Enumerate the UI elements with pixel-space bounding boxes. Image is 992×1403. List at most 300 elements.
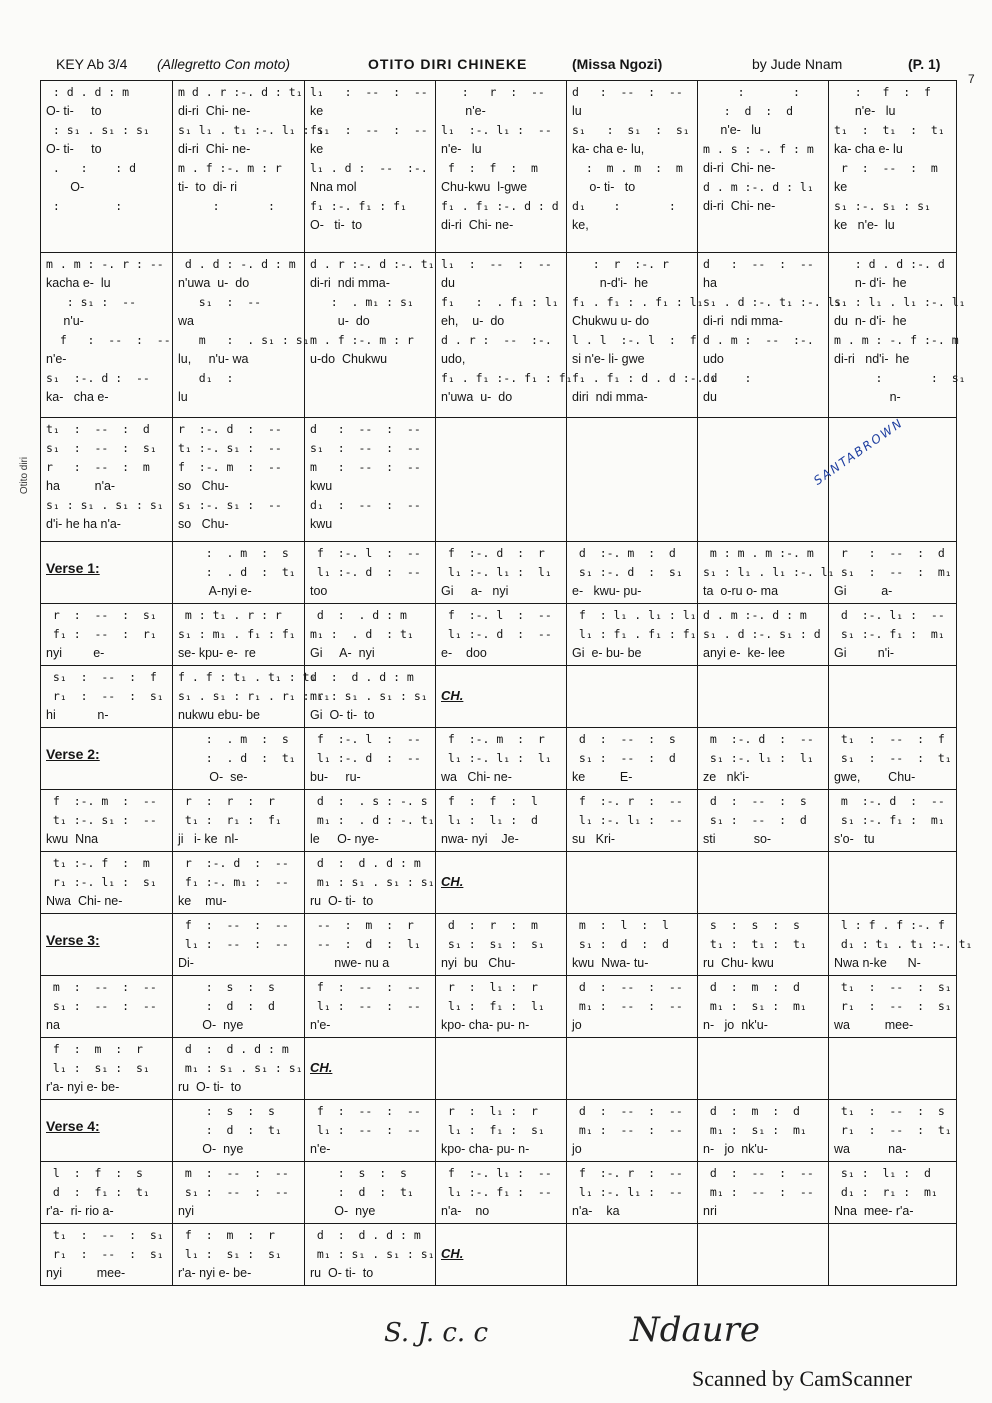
solfa-line: d₁ : — [703, 371, 752, 385]
verse-label: Verse 3: — [46, 932, 100, 948]
solfa-line: s₁ : -- : -- — [310, 441, 421, 455]
solfa-line: d : -- : -- — [572, 980, 683, 994]
solfa-line: l₁ . d : -- :-. — [310, 161, 428, 175]
lyric-line: wa na- — [834, 1142, 907, 1156]
lyric-line: su Kri- — [572, 832, 616, 846]
score-cell — [436, 1224, 567, 1286]
solfa-line: l₁ :-. l₁ : -- — [441, 123, 552, 137]
solfa-line: d : -- : -- — [310, 422, 421, 436]
margin-number: 7 — [968, 72, 975, 86]
lyric-line: O- se- — [178, 770, 248, 784]
lyric-line: Gi A- nyi — [310, 646, 375, 660]
lyric-line: diri ndi mma- — [572, 390, 648, 404]
score-cell — [829, 1100, 957, 1162]
solfa-line: m₁ : s₁ . s₁ : s₁ — [310, 1247, 435, 1261]
solfa-score-table — [40, 80, 973, 1286]
solfa-line: l₁ :-. d : -- — [441, 627, 552, 641]
score-cell — [41, 852, 173, 914]
solfa-line: m . m : -. r : -- — [46, 257, 164, 271]
solfa-line: : : — [178, 199, 275, 213]
solfa-line: d :-. l₁ : -- — [834, 608, 945, 622]
lyric-line: n'uwa u- do — [178, 276, 250, 290]
score-cell — [436, 542, 567, 604]
lyric-line: n-d'i- he — [572, 276, 649, 290]
solfa-line: l₁ : -- : -- — [310, 85, 428, 99]
camscanner-watermark: Scanned by CamScanner — [692, 1366, 912, 1391]
lyric-line: kpo- cha- pu- n- — [441, 1142, 530, 1156]
score-cell — [305, 542, 436, 604]
solfa-line: t₁ : r₁ : f₁ — [178, 813, 282, 827]
solfa-line: m : t₁ . r : r — [178, 608, 282, 622]
solfa-line: s₁ l₁ . t₁ :-. l₁ : s₁ — [178, 123, 331, 137]
lyric-line: nwe- nu a — [310, 956, 390, 970]
score-cell — [698, 728, 829, 790]
solfa-line: r : -- : m — [834, 161, 938, 175]
lyric-line: di-ri nd'i- he — [834, 352, 910, 366]
solfa-line: l₁ : f₁ : l₁ — [441, 999, 545, 1013]
solfa-line: f :-. l : -- — [310, 732, 421, 746]
lyric-line: kwu Nwa- tu- — [572, 956, 649, 970]
solfa-line: s₁ :-. s₁ : s₁ — [834, 199, 931, 213]
score-cell — [436, 1162, 567, 1224]
solfa-line: l₁ : s₁ : s₁ — [46, 1061, 150, 1075]
solfa-line: t₁ : t₁ : t₁ — [834, 123, 945, 137]
score-cell — [829, 976, 957, 1038]
solfa-line: s₁ : -- : d — [572, 751, 676, 765]
lyric-line: nyi bu Chu- — [441, 956, 516, 970]
lyric-line: O- — [46, 180, 85, 194]
solfa-line: m₁ : s₁ : m₁ — [703, 999, 807, 1013]
solfa-line: d₁ : — [178, 371, 234, 385]
score-cell — [698, 852, 829, 914]
solfa-line: m . f :-. m : r — [310, 333, 414, 347]
solfa-line: d : d . d : m — [310, 1228, 421, 1242]
lyric-line: so Chu- — [178, 517, 229, 531]
solfa-line: s₁ : s₁ . s₁ : s₁ — [46, 498, 164, 512]
score-cell — [698, 1038, 829, 1100]
solfa-line: m₁ : . d : -. t₁ — [310, 813, 435, 827]
lyric-line: n- jo nk'u- — [703, 1142, 768, 1156]
solfa-line: r : -- : d — [834, 546, 945, 560]
signature-right: Ndaure — [630, 1310, 761, 1350]
lyric-line: anyi e- ke- lee — [703, 646, 785, 660]
solfa-line: s₁ : -- : s₁ — [46, 441, 157, 455]
score-cell — [305, 728, 436, 790]
solfa-line: f :-. m : r — [441, 732, 545, 746]
score-cell — [436, 790, 567, 852]
lyric-line: n'e- lu — [834, 104, 896, 118]
solfa-line: f : f : l — [441, 794, 538, 808]
score-cell — [567, 1162, 698, 1224]
chorus-marker: CH. — [441, 1246, 464, 1261]
score-cell — [41, 914, 173, 976]
solfa-line: l₁ :-. l₁ : l₁ — [441, 751, 552, 765]
lyric-line: ze nk'i- — [703, 770, 750, 784]
lyric-line: wa Chi- ne- — [441, 770, 512, 784]
solfa-line: : f : f — [834, 85, 931, 99]
lyric-line: kwu Nna — [46, 832, 99, 846]
lyric-line: too — [310, 584, 328, 598]
lyric-line: s'o- tu — [834, 832, 875, 846]
solfa-line: s₁ :-. f₁ : m₁ — [834, 627, 945, 641]
solfa-line: s₁ :-. f₁ : m₁ — [834, 813, 945, 827]
solfa-line: f : -- : -- — [310, 1104, 421, 1118]
solfa-line: r : l₁ : r — [441, 1104, 538, 1118]
score-cell — [41, 976, 173, 1038]
score-cell — [41, 1224, 173, 1286]
solfa-line: s₁ :-. l₁ : l₁ — [703, 751, 814, 765]
score-cell — [305, 81, 436, 253]
score-cell — [436, 81, 567, 253]
score-cell — [567, 852, 698, 914]
solfa-line: d₁ : t₁ . t₁ :-. t₁ — [834, 937, 973, 951]
solfa-line: r : -- : s₁ — [46, 608, 157, 622]
signature-left: S. J. c. c — [384, 1318, 488, 1348]
lyric-line: di-ri ndi mma- — [310, 276, 390, 290]
score-cell — [173, 914, 305, 976]
lyric-line: kacha e- lu — [46, 276, 111, 290]
solfa-line: l : f : s — [46, 1166, 143, 1180]
lyric-line: n'e- lu — [703, 123, 761, 137]
score-cell — [41, 418, 173, 542]
solfa-line: t₁ :-. s₁ : -- — [178, 441, 282, 455]
score-cell — [829, 852, 957, 914]
solfa-line: s₁ . d :-. t₁ :-. l₁ — [703, 295, 842, 309]
song-title: OTITO DIRI CHINEKE — [368, 56, 528, 72]
solfa-line: f : l₁ . l₁ : l₁ — [572, 608, 697, 622]
solfa-line: s₁ : l₁ . l₁ :-. l₁ — [703, 565, 835, 579]
solfa-line: : d : t₁ — [178, 1123, 282, 1137]
lyric-line: lu, n'u- wa — [178, 352, 249, 366]
lyric-line: ti- to di- ri — [178, 180, 238, 194]
solfa-line: f . f : t₁ . t₁ : t₁ — [178, 670, 317, 684]
solfa-line: m . m : -. f :-. m — [834, 333, 959, 347]
lyric-line: ji i- ke nl- — [178, 832, 239, 846]
lyric-line: so Chu- — [178, 479, 229, 493]
solfa-line: s₁ : l₁ . l₁ :-. l₁ — [834, 295, 966, 309]
lyric-line: ka- cha e- lu — [834, 142, 903, 156]
solfa-line: : : — [703, 85, 800, 99]
lyric-line: n'a- ka — [572, 1204, 620, 1218]
score-cell — [305, 666, 436, 728]
solfa-line: f₁ :-. m₁ : -- — [178, 875, 289, 889]
lyric-line: si n'e- li- gwe — [572, 352, 645, 366]
score-cell — [698, 914, 829, 976]
score-cell — [436, 604, 567, 666]
score-cell — [41, 790, 173, 852]
solfa-line: f₁ : -- : -- — [310, 123, 428, 137]
score-row — [41, 666, 957, 728]
lyric-line: Gi a- — [834, 584, 893, 598]
solfa-line: d . m : -- :-. — [703, 333, 814, 347]
solfa-line: d : -- : s — [572, 732, 676, 746]
lyric-line: di-ri Chi- ne- — [178, 142, 251, 156]
solfa-line: m : m . m :-. m — [703, 546, 814, 560]
lyric-line: ta o-ru o- ma — [703, 584, 779, 598]
lyric-line: nyi — [178, 1204, 194, 1218]
lyric-line: du — [441, 276, 455, 290]
solfa-line: : d . d : m — [46, 85, 130, 99]
solfa-line: l₁ : -- : -- — [441, 257, 552, 271]
score-cell — [173, 1100, 305, 1162]
score-cell — [305, 418, 436, 542]
solfa-line: m d . r :-. d : t₁ — [178, 85, 303, 99]
lyric-line: ke n'e- lu — [834, 218, 895, 232]
score-row — [41, 1100, 957, 1162]
solfa-line: f :-. m : -- — [178, 460, 282, 474]
lyric-line: wa — [178, 314, 194, 328]
solfa-line: f : -- : -- — [310, 980, 421, 994]
score-row — [41, 914, 957, 976]
score-cell — [173, 1038, 305, 1100]
solfa-line: m₁ : s₁ . s₁ : s₁ — [178, 1061, 303, 1075]
score-cell — [567, 976, 698, 1038]
lyric-line: ke E- — [572, 770, 633, 784]
solfa-line: d : -- : s — [703, 794, 807, 808]
score-cell — [173, 542, 305, 604]
lyric-line: ke — [310, 104, 324, 118]
score-cell — [436, 728, 567, 790]
solfa-line: s₁ : -- : -- — [178, 1185, 289, 1199]
lyric-line: wa mee- — [834, 1018, 914, 1032]
score-row — [41, 1038, 957, 1100]
lyric-line: n'uwa u- do — [441, 390, 513, 404]
score-cell — [698, 418, 829, 542]
score-cell — [698, 790, 829, 852]
lyric-line: nukwu ebu- be — [178, 708, 261, 722]
score-cell — [436, 852, 567, 914]
lyric-line: nyi e- — [46, 646, 105, 660]
solfa-line: : . m₁ : s₁ — [310, 295, 414, 309]
lyric-line: kpo- cha- pu- n- — [441, 1018, 530, 1032]
solfa-line: f : -- : -- — [46, 333, 171, 347]
lyric-line: Gi e- bu- be — [572, 646, 642, 660]
solfa-line: r₁ :-. l₁ : s₁ — [46, 875, 157, 889]
solfa-line: : d . d :-. d — [834, 257, 945, 271]
lyric-line: Gi O- ti- to — [310, 708, 375, 722]
score-cell — [567, 790, 698, 852]
lyric-line: n- d'i- he — [834, 276, 907, 290]
solfa-line: l₁ :-. f₁ : -- — [441, 1185, 552, 1199]
solfa-line: l . l :-. l : f — [572, 333, 697, 347]
solfa-line: s₁ : d : d — [572, 937, 669, 951]
lyric-line: hi n- — [46, 708, 109, 722]
score-cell — [41, 728, 173, 790]
solfa-line: f :-. d : r — [441, 546, 545, 560]
solfa-line: : s₁ . s₁ : s₁ — [46, 123, 150, 137]
solfa-line: f :-. r : -- — [572, 1166, 683, 1180]
lyric-line: u- do — [310, 314, 370, 328]
solfa-line: : d : d — [178, 999, 275, 1013]
solfa-line: m : -- : -- — [46, 980, 157, 994]
solfa-line: f :-. l : -- — [310, 546, 421, 560]
lyric-line: n'e- — [310, 1018, 331, 1032]
solfa-line: l₁ : -- : -- — [310, 1123, 421, 1137]
score-cell — [829, 790, 957, 852]
score-cell — [567, 1038, 698, 1100]
score-cell — [436, 1100, 567, 1162]
solfa-line: m₁ : s₁ . s₁ : s₁ — [310, 875, 435, 889]
solfa-line: s₁ : s₁ : s₁ — [441, 937, 545, 951]
lyric-line: udo — [703, 352, 724, 366]
lyric-line: le O- nye- — [310, 832, 379, 846]
chorus-marker: CH. — [441, 688, 464, 703]
chorus-marker: CH. — [310, 1060, 333, 1075]
solfa-line: d₁ : -- : -- — [310, 498, 421, 512]
score-cell — [305, 976, 436, 1038]
score-row — [41, 1162, 957, 1224]
score-cell — [829, 604, 957, 666]
lyric-line: n'e- lu — [441, 142, 482, 156]
lyric-line: nwa- nyi Je- — [441, 832, 519, 846]
score-cell — [698, 1162, 829, 1224]
lyric-line: ka- cha e- — [46, 390, 109, 404]
solfa-line: d : -- : -- — [572, 1104, 683, 1118]
lyric-line: Nna mol — [310, 180, 357, 194]
score-cell — [698, 542, 835, 604]
lyric-line: lu — [572, 104, 582, 118]
score-cell — [305, 790, 436, 852]
solfa-line: t₁ : -- : d — [46, 422, 150, 436]
solfa-line: t₁ : -- : s₁ — [46, 1228, 164, 1242]
solfa-line: l₁ :-. l₁ : l₁ — [441, 565, 552, 579]
tempo-marking: (Allegretto Con moto) — [157, 56, 291, 72]
lyric-line: A-nyi e- — [178, 584, 252, 598]
lyric-line: nyi mee- — [46, 1266, 126, 1280]
solfa-line: d₁ : r₁ : m₁ — [834, 1185, 938, 1199]
lyric-line: eh, u- do — [441, 314, 505, 328]
solfa-line: l₁ :-. d : -- — [310, 565, 421, 579]
score-cell — [173, 1224, 305, 1286]
score-cell — [173, 728, 305, 790]
lyric-line: Di- — [178, 956, 194, 970]
score-cell — [436, 666, 567, 728]
solfa-line: f : -- : -- — [178, 918, 289, 932]
score-cell — [305, 1100, 436, 1162]
score-cell — [567, 728, 698, 790]
solfa-line: t₁ : t₁ : t₁ — [703, 937, 807, 951]
score-cell — [173, 666, 331, 728]
solfa-line: m₁ : -- : -- — [572, 1123, 683, 1137]
solfa-line: d . d : -. d : m — [178, 257, 296, 271]
solfa-line: d : d . d : m — [310, 856, 421, 870]
score-cell — [698, 253, 842, 418]
solfa-line: f₁ . f₁ : . f₁ : l₁ — [572, 295, 704, 309]
score-cell — [567, 666, 698, 728]
solfa-line: r :-. d : -- — [178, 856, 289, 870]
verse-label: Verse 2: — [46, 746, 100, 762]
lyric-line: d'i- he ha n'a- — [46, 517, 121, 531]
solfa-line: l₁ :-. l₁ : -- — [572, 1185, 683, 1199]
side-margin-note: Otito diri — [19, 456, 31, 495]
solfa-line: m . f :-. m : r — [178, 161, 282, 175]
score-cell — [41, 81, 173, 253]
solfa-line: d : . d : m — [310, 608, 407, 622]
score-row — [41, 81, 957, 253]
score-cell — [41, 542, 173, 604]
solfa-line: s₁ :-. s₁ : -- — [178, 498, 282, 512]
solfa-line: s₁ : m₁ . f₁ : f₁ — [178, 627, 296, 641]
score-cell — [305, 914, 436, 976]
solfa-line: : s : s — [310, 1166, 407, 1180]
lyric-line: ke — [310, 142, 324, 156]
score-cell — [41, 604, 173, 666]
score-cell — [698, 604, 829, 666]
lyric-line: n'e- — [46, 352, 67, 366]
score-cell — [698, 1224, 829, 1286]
lyric-line: ha — [703, 276, 717, 290]
lyric-line: Chukwu u- do — [572, 314, 650, 328]
solfa-line: : r :-. r — [572, 257, 669, 271]
score-cell — [41, 1038, 173, 1100]
solfa-line: m₁ : . d : t₁ — [310, 627, 414, 641]
solfa-line: s₁ : -- : f — [46, 670, 157, 684]
solfa-line: s₁ : -- : m₁ — [834, 565, 952, 579]
solfa-line: f :-. l₁ : -- — [441, 1166, 552, 1180]
solfa-line: f :-. r : -- — [572, 794, 683, 808]
score-cell — [173, 1162, 305, 1224]
solfa-line: m₁ : -- : -- — [572, 999, 683, 1013]
verse-label: Verse 1: — [46, 560, 100, 576]
solfa-line: d : r : m — [441, 918, 538, 932]
solfa-line: d . m :-. d : l₁ — [703, 180, 814, 194]
solfa-line: m :-. d : -- — [703, 732, 814, 746]
solfa-line: d₁ : : — [572, 199, 676, 213]
solfa-line: s₁ : -- : d — [703, 813, 807, 827]
solfa-line: m : -- : -- — [310, 460, 421, 474]
solfa-line: d . r :-. d :-. t₁ — [310, 257, 435, 271]
lyric-line: lu — [178, 390, 188, 404]
lyric-line: O- ti- to — [46, 142, 102, 156]
score-cell — [567, 604, 698, 666]
solfa-line: f :-. l : -- — [441, 608, 552, 622]
verse-label: Verse 4: — [46, 1118, 100, 1134]
solfa-line: t₁ :-. f : m — [46, 856, 150, 870]
solfa-line: m . s : -. f : m — [703, 142, 814, 156]
score-cell — [173, 418, 305, 542]
lyric-line: kwu — [310, 479, 333, 493]
solfa-line: : . d : t₁ — [178, 565, 296, 579]
solfa-line: r :-. d : -- — [178, 422, 282, 436]
solfa-line: s₁ :-. d : -- — [46, 371, 150, 385]
key-signature: KEY Ab 3/4 — [56, 56, 128, 72]
solfa-line: s₁ : -- : t₁ — [834, 751, 952, 765]
score-cell — [173, 604, 305, 666]
solfa-line: f₁ :-. f₁ : f₁ — [310, 199, 407, 213]
solfa-line: l₁ : f₁ : s₁ — [441, 1123, 545, 1137]
score-cell — [41, 1100, 173, 1162]
score-cell — [698, 81, 829, 253]
score-row — [41, 852, 957, 914]
solfa-line: l₁ :-. l₁ : -- — [572, 813, 683, 827]
score-cell — [436, 914, 567, 976]
score-cell — [829, 81, 957, 253]
lyric-line: O- ti- to — [310, 218, 363, 232]
lyric-line: di-ri Chi- ne- — [703, 199, 776, 213]
lyric-line: di-ri ndi mma- — [703, 314, 783, 328]
solfa-line: l : f . f :-. f — [834, 918, 945, 932]
solfa-line: s : s : s — [703, 918, 800, 932]
score-cell — [829, 1224, 957, 1286]
score-cell — [173, 852, 305, 914]
solfa-line: d : -- : -- — [703, 257, 814, 271]
lyric-line: jo — [572, 1018, 582, 1032]
lyric-line: ka- cha e- lu, — [572, 142, 645, 156]
solfa-line: r₁ : -- : s₁ — [834, 999, 952, 1013]
solfa-line: l₁ : l₁ : d — [441, 813, 538, 827]
lyric-line: Nwa n-ke N- — [834, 956, 921, 970]
score-cell — [829, 728, 957, 790]
